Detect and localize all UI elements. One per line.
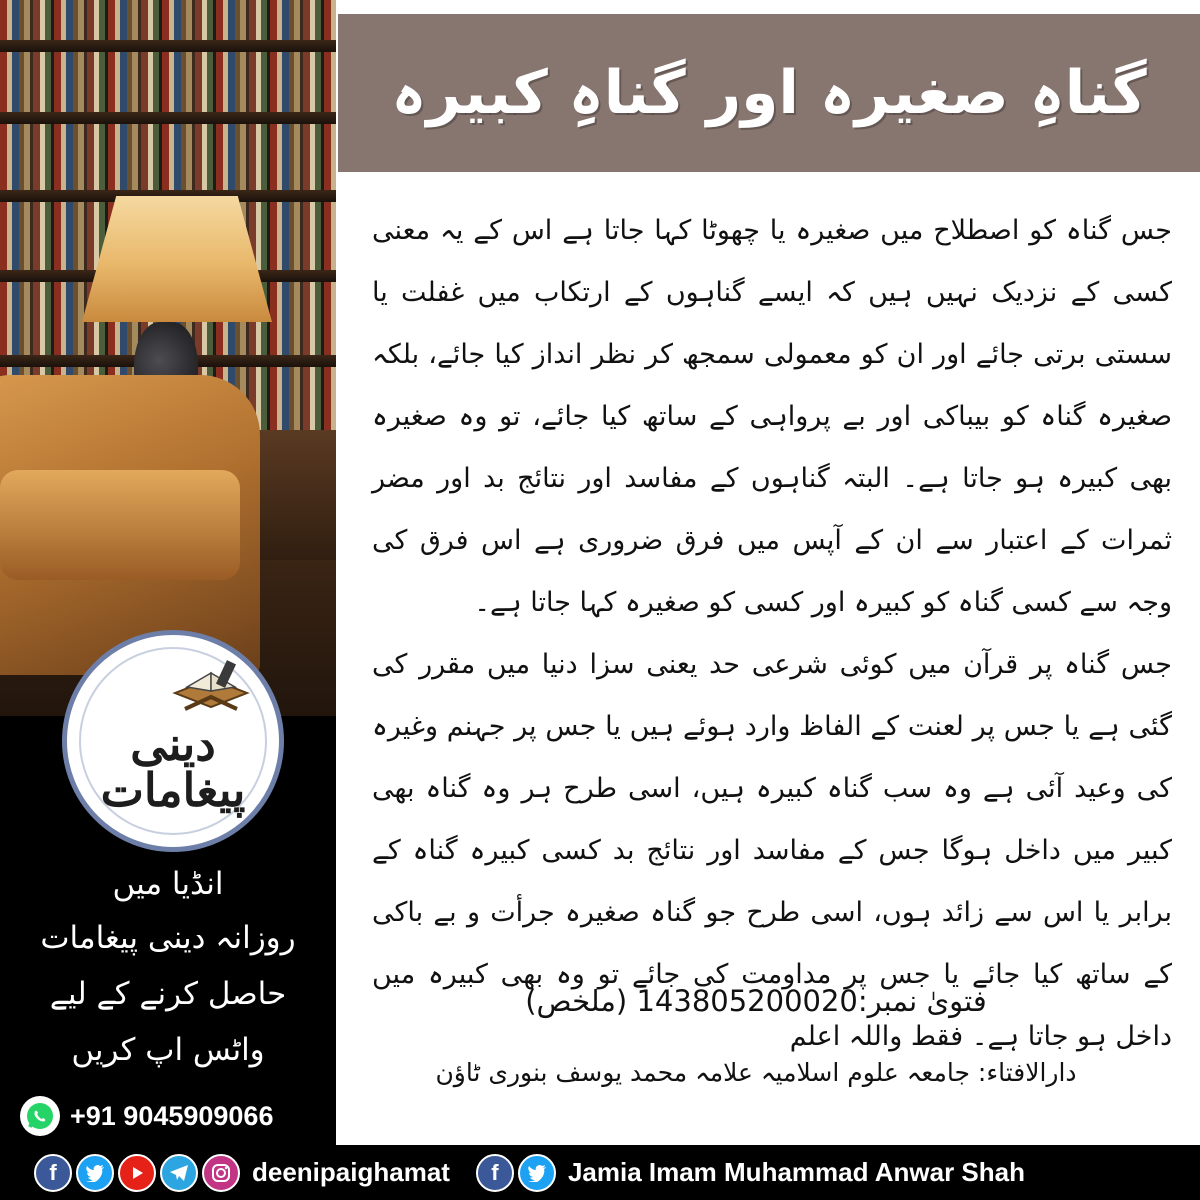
phone-number: +91 9045909066 bbox=[70, 1100, 274, 1131]
paragraph-1: جس گناہ کو اصطلاح میں صغیرہ یا چھوٹا کہا جاتا ہے اس کے یہ معنی کسی کے نزدیک نہیں ہیں کہ ایسے گناہوں کے ارتکاب میں غفلت یا سستی برتی جائے اور ان کو معمولی سمجھ کر نظر انداز کیا جائے، بلکہ صغیرہ گناہ کو بیباکی اور بے پرواہی کے ساتھ کیا جائے، تو وہ صغیرہ بھی کبیرہ ہو جاتا ہے۔ البتہ گناہوں کے مفاسد اور نتائج بد اور مضر ثمرات کے اعتبار سے ان کے آپس میں فرق ضروری ہے اس فرق کی وجہ سے کسی گناہ کو کبیرہ اور کسی کو صغیرہ کہا جاتا ہے۔ bbox=[372, 215, 1172, 618]
sofa-cushion bbox=[0, 470, 240, 580]
side-line-country: انڈیا میں bbox=[112, 866, 224, 902]
telegram-icon[interactable] bbox=[160, 1154, 198, 1192]
title-band bbox=[338, 14, 1200, 172]
social-bar bbox=[0, 1145, 1200, 1200]
side-line-daily: روزانہ دینی پیغامات bbox=[40, 920, 296, 956]
social-handle-primary[interactable]: deenipaighamat bbox=[252, 1157, 450, 1187]
side-line-receive: حاصل کرنے کے لیے bbox=[49, 976, 287, 1012]
paragraph-2: جس گناہ پر قرآن میں کوئی شرعی حد یعنی سزا دنیا میں مقرر کی گئی ہے یا جس پر لعنت کے الفاظ وارد ہوئے ہیں یا جس پر جہنم وغیرہ کی وعید آئی ہے وہ سب گناہ کبیرہ ہیں، اسی طرح ہر وہ گناہ بھی کبیر میں داخل ہوگا جس کے مفاسد اور نتائج بد کسی کبیرہ گناہ کے برابر یا اس سے زائد ہوں، اسی طرح جو گناہ صغیرہ جرأت و بے باکی کے ساتھ کیا جائے یا جس پر مداومت کی جائے تو وہ بھی کبیرہ میں داخل ہو جاتا ہے۔ فقط واللہ اعلم bbox=[372, 649, 1172, 1052]
twitter-icon[interactable] bbox=[76, 1154, 114, 1192]
twitter-icon[interactable] bbox=[518, 1154, 556, 1192]
whatsapp-contact[interactable] bbox=[20, 1094, 320, 1138]
shelf-board bbox=[0, 40, 336, 52]
fatwa-number: فتویٰ نمبر:143805200020 (ملخص) bbox=[525, 984, 987, 1018]
brand-logo bbox=[62, 630, 284, 852]
instagram-icon[interactable] bbox=[202, 1154, 240, 1192]
article-title: گناہِ صغیرہ اور گناہِ کبیرہ bbox=[391, 58, 1147, 128]
shelf-board bbox=[0, 112, 336, 124]
article-panel bbox=[336, 0, 1200, 1145]
logo-text: دینی پیغامات bbox=[100, 717, 246, 817]
social-handle-secondary[interactable]: Jamia Imam Muhammad Anwar Shah bbox=[567, 1157, 1025, 1187]
whatsapp-icon bbox=[20, 1096, 60, 1136]
side-line-whatsapp: واٹس اپ کریں bbox=[71, 1032, 265, 1068]
article-body bbox=[372, 200, 1172, 1068]
darul-ifta-source: دارالافتاء: جامعہ علوم اسلامیہ علامہ محمد یوسف بنوری ٹاؤن bbox=[435, 1058, 1077, 1087]
library-photo bbox=[0, 0, 336, 716]
youtube-icon[interactable] bbox=[118, 1154, 156, 1192]
facebook-icon[interactable]: f bbox=[476, 1154, 514, 1192]
book-stand-icon bbox=[165, 653, 257, 723]
facebook-icon[interactable]: f bbox=[34, 1154, 72, 1192]
